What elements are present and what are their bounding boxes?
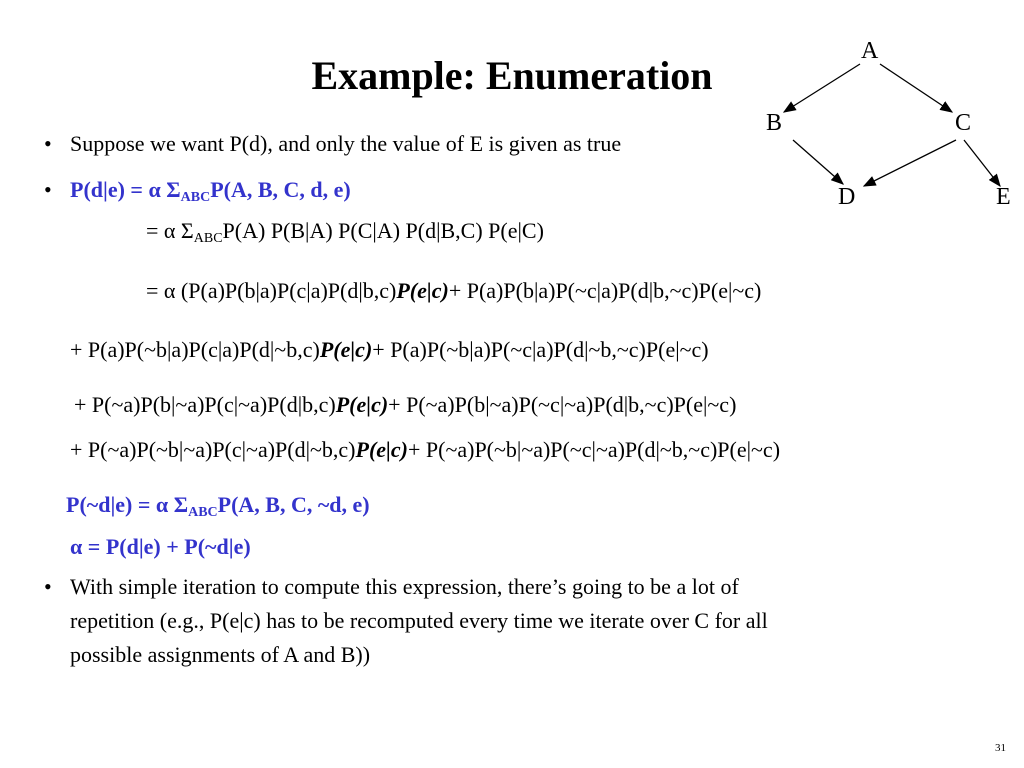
equation-line-3: = α (P(a)P(b|a)P(c|a)P(d|b,c)P(e|c)+ P(a)P(b|a)P(~c|a)P(d|b,~c)P(e|~c): [146, 278, 762, 303]
bullet-dot: •: [44, 177, 52, 202]
bullet-suppose: Suppose we want P(d), and only the value of E is given as true: [70, 131, 622, 156]
bullet-iteration-3: possible assignments of A and B)): [70, 642, 371, 667]
equation-alpha: α = P(d|e) + P(~d|e): [70, 534, 251, 559]
equation-line-5: + P(~a)P(b|~a)P(c|~a)P(d|b,c)P(e|c)+ P(~a)P(b|~a)P(~c|~a)P(d|b,~c)P(e|~c): [74, 392, 737, 417]
bullet-dot: •: [44, 131, 52, 156]
edge-c-e: [964, 140, 1000, 186]
node-d: D: [838, 184, 856, 210]
node-e: E: [996, 184, 1011, 210]
bullet-iteration-1: With simple iteration to compute this expression, there’s going to be a lot of: [70, 574, 739, 599]
bullet-iteration-2: repetition (e.g., P(e|c) has to be recomputed every time we iterate over C for all: [70, 608, 768, 633]
node-a: A: [861, 38, 879, 64]
equation-line-6: + P(~a)P(~b|~a)P(c|~a)P(d|~b,c)P(e|c)+ P(~a)P(~b|~a)P(~c|~a)P(d|~b,~c)P(e|~c): [70, 437, 781, 462]
edge-c-d: [864, 140, 956, 186]
node-b: B: [766, 110, 783, 136]
equation-line-2: = α $\Sigma_{ABC}P(A)$ P(B|A) P(C|A) P(d|B,C) P(e|C): [146, 218, 544, 246]
slide-title: Example: Enumeration: [311, 53, 713, 98]
node-c: C: [955, 110, 972, 136]
edge-a-c: [880, 64, 952, 112]
equation-line-4: + P(a)P(~b|a)P(c|a)P(d|~b,c)P(e|c)+ P(a)P(~b|a)P(~c|a)P(d|~b,~c)P(e|~c): [70, 337, 709, 362]
edge-a-b: [784, 64, 860, 112]
bullet-dot: •: [44, 574, 52, 599]
page-number: 31: [995, 742, 1006, 754]
edge-b-d: [793, 140, 843, 184]
bullet-pde: P(d|e) = α $\Sigma_{ABC}P(A$, B, C, d, e): [70, 177, 351, 205]
equation-neg-d: P(~d|e) = α $\Sigma_{ABC}P(A$, B, C, ~d, e): [66, 492, 370, 520]
